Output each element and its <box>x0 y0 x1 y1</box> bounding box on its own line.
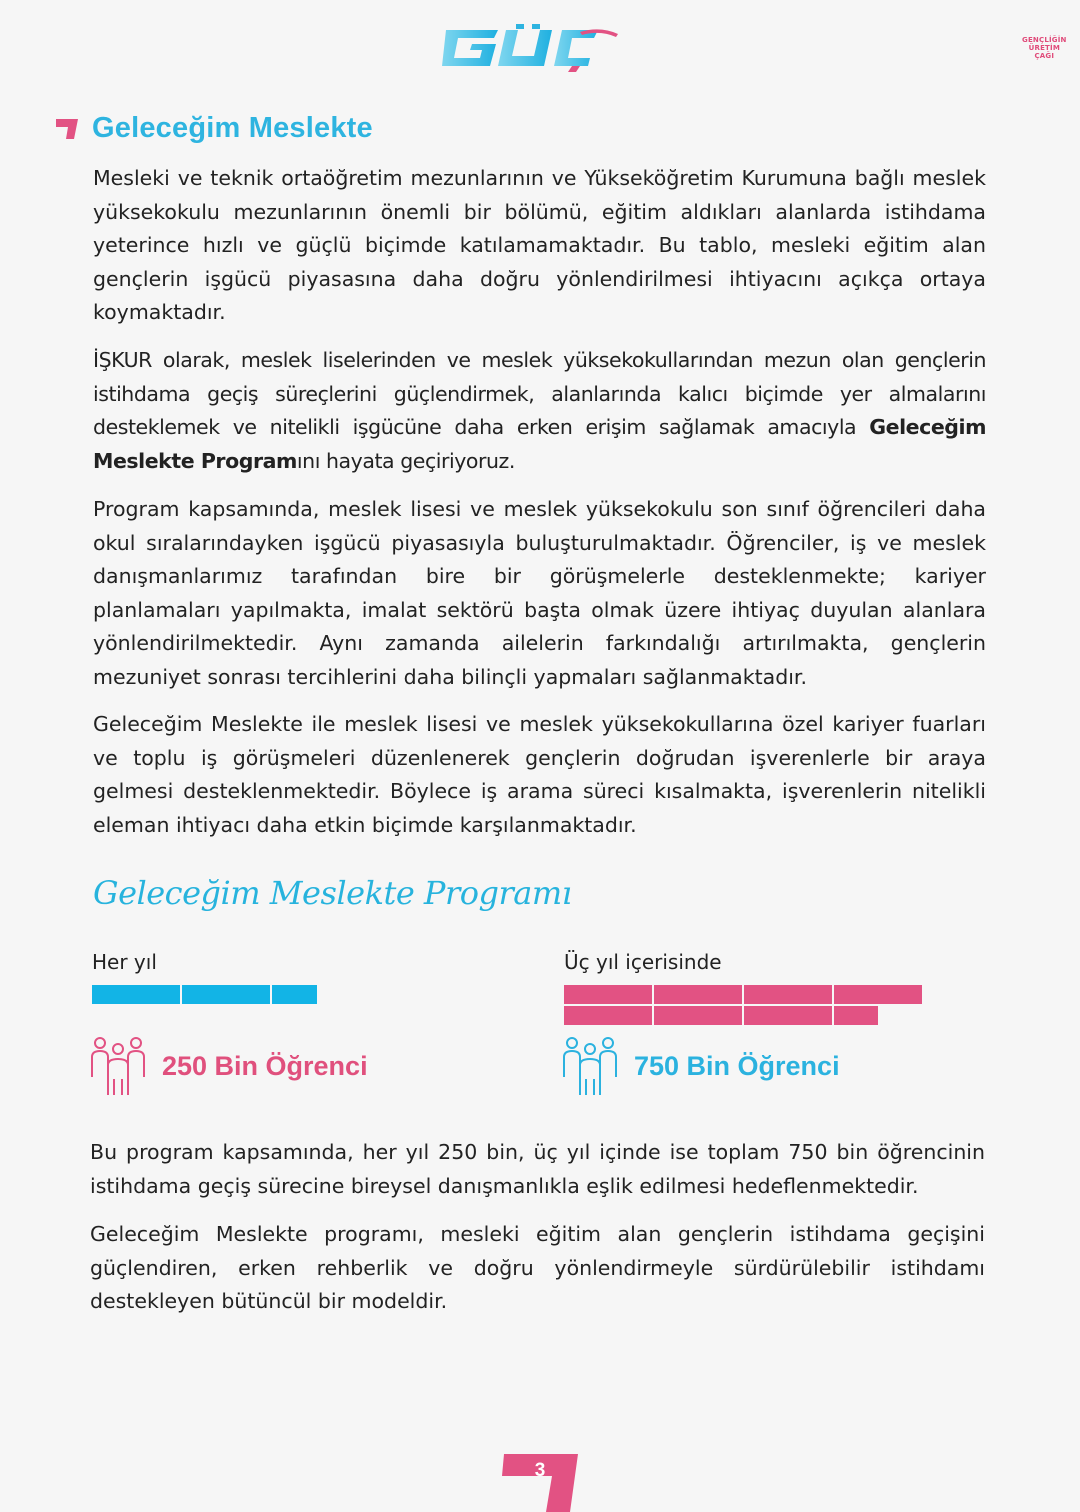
section-marker-icon <box>56 117 78 139</box>
paragraph-iskur-text: İŞKUR olarak, meslek liselerinden ve meslek yüksekokullarından mezun olan gençlerin istihdama geçiş süreçlerini güçlendirmek, alanlarında kalıcı biçimde yer almalarını desteklemek ve nitelikli işgücüne daha erken erişim sağlamak amacıyla <box>93 348 986 440</box>
stat-three-years <box>562 1035 840 1097</box>
section-title: Geleceğim Meslekte <box>92 111 373 144</box>
bar-three-years-row2 <box>564 1006 878 1025</box>
page-number: 3 <box>534 1460 546 1481</box>
guc-logo-mark <box>440 24 650 72</box>
paragraph-targets: Bu program kapsamında, her yıl 250 bin, üç yıl içinde ise toplam 750 bin öğrencinin istihdama geçiş sürecine bireysel danışmanlıkla eşlik edilmesi hedeflenmektedir. <box>90 1140 985 1198</box>
bar-segment <box>654 1006 742 1025</box>
bar-segment <box>834 1006 878 1025</box>
paragraph-conclusion: Geleceğim Meslekte programı, mesleki eğitim alan gençlerin istihdama geçişini güçlendiren, erken rehberlik ve doğru yönlendirmeyle sürdürülebilir istihdamı destekleyen bütüncül bir modeldir. <box>90 1222 985 1314</box>
paragraph-intro: Mesleki ve teknik ortaöğretim mezunlarının ve Yükseköğretim Kurumuna bağlı meslek yüksekokulu mezunlarının önemli bir bölümü, eğitim aldıkları alanlarda istihdama yeterince hızlı ve güçlü biçimde katılamamaktadır. Bu tablo, mesleki eğitim alan gençlerin işgücü piyasasına daha doğru yönlendirilmesi ihtiyacını açıkça ortaya koymaktadır. <box>93 166 986 325</box>
bar-segment <box>834 985 922 1004</box>
bar-segment <box>564 985 652 1004</box>
program-name-bold: Geleceğim Meslekte Program <box>93 415 986 473</box>
paragraph-program-scope: Program kapsamında, meslek lisesi ve meslek yüksekokulu son sınıf öğrencileri daha okul sıralarındayken işgücü piyasasıyla buluşturulmaktadır. Öğrenciler, iş ve meslek danışmanlarımız tarafından bire bir görüşmelerle desteklenmekte; kariyer planlamaları yapılmakta, imalat sektörü başta olmak üzere ihtiyaç duyulan alanlara yönlendirilmektedir. Aynı zamanda ailelerin farkındalığı artırılmakta, gençlerin mezuniyet sonrası tercihlerini daha bilinçli yapmaları sağlanmaktadır. <box>93 497 986 689</box>
bar-segment <box>744 985 832 1004</box>
program-title: Geleceğim Meslekte Programı <box>93 874 572 912</box>
guc-logo <box>440 24 1067 72</box>
bar-segment <box>182 985 270 1004</box>
bar-segment <box>654 985 742 1004</box>
bar-segment <box>92 985 180 1004</box>
people-group-icon <box>562 1035 618 1097</box>
logo-tagline-line1: GENÇLİĞİN <box>1022 36 1067 44</box>
bar-segment <box>564 1006 652 1025</box>
stat-value-three-years: 750 Bin Öğrenci <box>634 1050 840 1081</box>
stat-label-yearly: Her yıl <box>92 950 157 974</box>
bar-three-years-row1 <box>564 985 922 1004</box>
bar-yearly <box>92 985 317 1004</box>
people-group-icon <box>90 1035 146 1097</box>
bar-segment <box>272 985 317 1004</box>
section-heading <box>56 108 373 148</box>
stat-yearly <box>90 1035 368 1097</box>
paragraph-career-fairs: Geleceğim Meslekte ile meslek lisesi ve meslek yüksekokullarına özel kariyer fuarları ve toplu iş görüşmeleri düzenlenerek gençlerin doğrudan işverenlerle bir araya gelmesi desteklenmektedir. Böylece iş arama süreci kısalmakta, işverenlerin nitelikli eleman ihtiyacı daha etkin biçimde karşılanmaktadır. <box>93 712 986 837</box>
logo-tagline <box>1022 36 1067 60</box>
stat-label-three-years: Üç yıl içerisinde <box>564 950 722 974</box>
bar-segment <box>744 1006 832 1025</box>
logo-tagline-line2: ÜRETİM ÇAĞI <box>1028 44 1060 60</box>
stat-value-yearly: 250 Bin Öğrenci <box>162 1050 368 1081</box>
paragraph-iskur-end: ını hayata geçiriyoruz. <box>296 448 515 473</box>
paragraph-iskur <box>93 344 986 478</box>
